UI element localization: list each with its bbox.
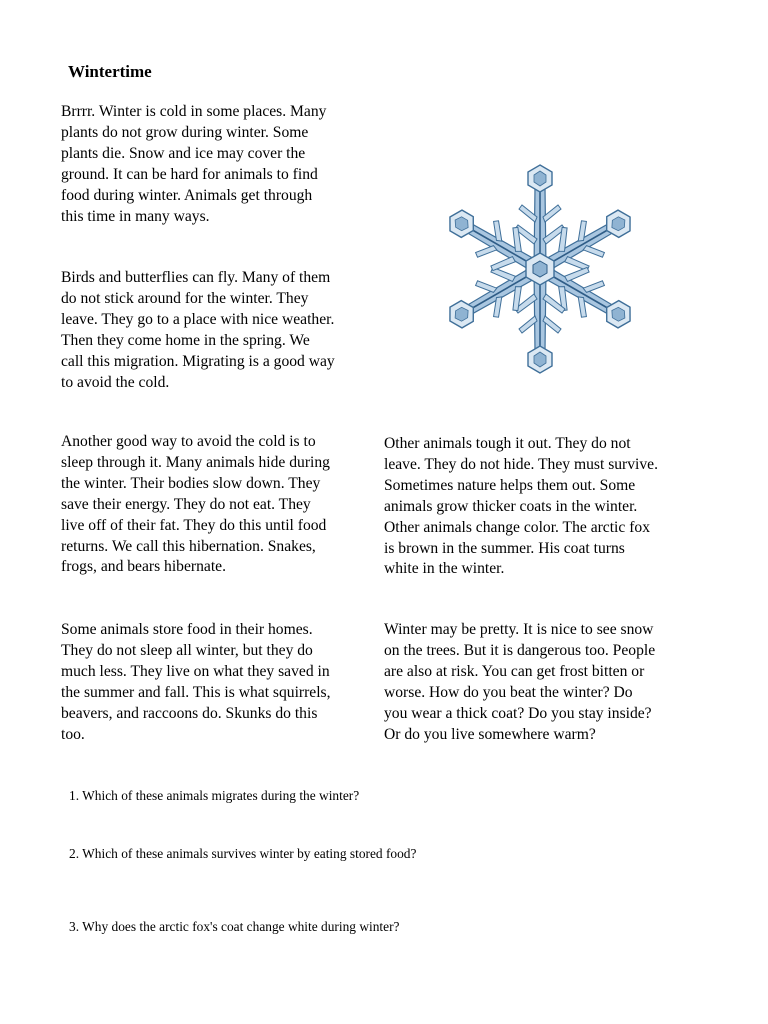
paragraph-hibernation: Another good way to avoid the cold is to sleep through it. Many animals hide during the winter. Their bodies slow down. They save their energy. They do not eat. They live off of their fat. They do this until food returns. We call this hibernation. Snakes, frogs, and bears hibernate. <box>61 433 330 576</box>
snowflake-icon <box>424 163 656 375</box>
question-3: 3. Why does the arctic fox's coat change white during winter? <box>69 919 400 934</box>
question-1: 1. Which of these animals migrates during the winter? <box>69 788 360 803</box>
paragraph-food-storage: Some animals store food in their homes. They do not sleep all winter, but they do much less. They live on what they saved in the summer and fall. This is what squirrels, beavers, and raccoons do. Skunks do this too. <box>61 621 331 743</box>
page-title: Wintertime <box>68 62 152 81</box>
paragraph-people: Winter may be pretty. It is nice to see snow on the trees. But it is dangerous too. People are also at risk. You can get frost bitten or worse. How do you beat the winter? Do you wear a thick coat? Do you stay inside? Or do you live somewhere warm? <box>384 621 656 743</box>
paragraph-migration: Birds and butterflies can fly. Many of them do not stick around for the winter. They leave. They go to a place with nice weather. Then they come home in the spring. We call this migration. Migrating is a good way to avoid the cold. <box>61 269 335 391</box>
paragraph-intro: Brrrr. Winter is cold in some places. Many plants do not grow during winter. Some plants die. Snow and ice may cover the ground. It can be hard for animals to find food during winter. Animals get through this time in many ways. <box>61 103 327 225</box>
question-2: 2. Which of these animals survives winter by eating stored food? <box>69 846 417 861</box>
paragraph-adaptation: Other animals tough it out. They do not leave. They do not hide. They must survive. Sometimes nature helps them out. Some animals grow thicker coats in the winter. Other animals change color. The arctic fox is brown in the summer. His coat turns white in the winter. <box>384 435 658 578</box>
